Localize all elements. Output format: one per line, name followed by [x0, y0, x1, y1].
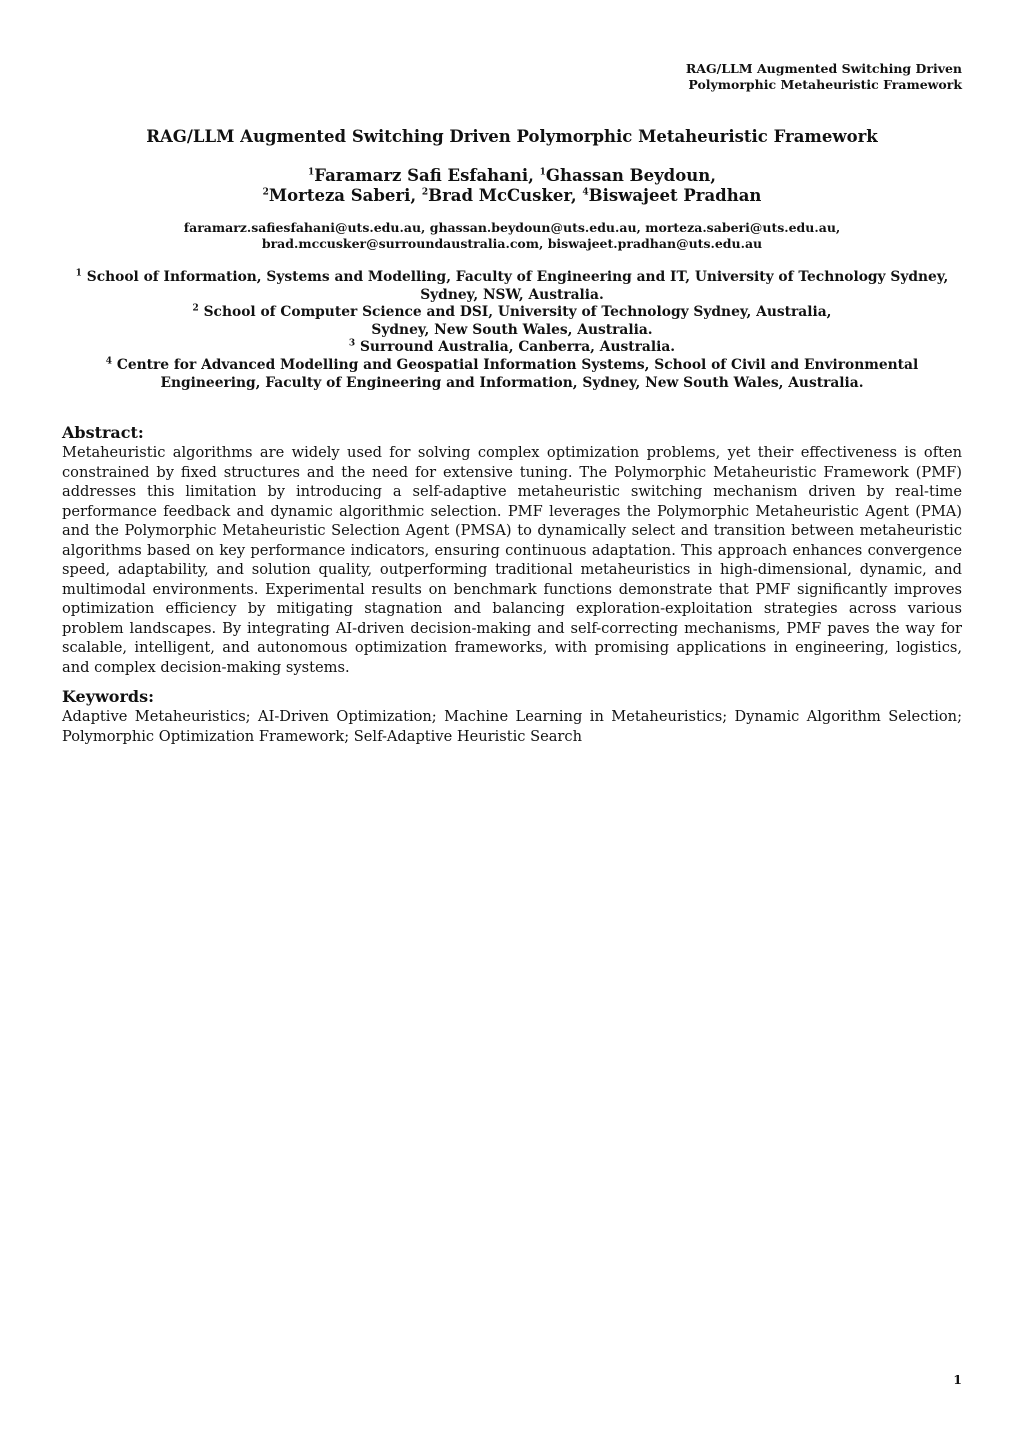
abstract-line: scalable, intelligent, and autonomous optimization frameworks, with promising applications in engineering, logistics,: [62, 639, 962, 656]
page-number: 1: [953, 1372, 962, 1387]
affiliation-text: Surround Australia, Canberra, Australia.: [359, 339, 676, 356]
abstract-line: multimodal environments. Experimental results on benchmark functions demonstrate that PMF significantly improves: [62, 580, 962, 598]
affiliation-mark: 1: [75, 268, 82, 279]
author-name: Brad McCusker,: [428, 186, 577, 205]
abstract-line: addresses this limitation by introducing a self-adaptive metaheuristic switching mechanism driven by real-time: [62, 483, 962, 500]
keywords-body: [62, 707, 962, 746]
abstract-body: [62, 443, 962, 677]
author-affiliation-mark: 2: [421, 187, 429, 198]
keywords-line: Adaptive Metaheuristics; AI-Driven Optimization; Machine Learning in Metaheuristics; Dynamic Algorithm Selection;: [62, 708, 962, 725]
affiliation-list: [62, 269, 962, 392]
affiliation-mark: 2: [192, 303, 199, 314]
affiliation-mark: 4: [105, 356, 113, 367]
author-name: Morteza Saberi,: [268, 186, 417, 205]
affiliation-4-continued: Engineering, Faculty of Engineering and Information, Sydney, New South Wales, Australia.: [160, 374, 864, 391]
abstract-line: and complex decision-making systems.: [62, 658, 350, 676]
author-name: Faramarz Safi Esfahani,: [314, 166, 534, 185]
abstract-line: performance feedback and dynamic algorithmic selection. PMF leverages the Polymorphic Metaheuristic Agent (PMA): [62, 502, 962, 520]
affiliation-4: [62, 357, 962, 375]
author-affiliation-mark: 4: [582, 187, 589, 198]
author-affiliation-mark: 1: [308, 167, 315, 178]
affiliation-text: School of Information, Systems and Modelling, Faculty of Engineering and IT, University of Technology Sydney,: [86, 269, 949, 285]
email-line-1: faramarz.safiesfahani@uts.edu.au, ghassan.beydoun@uts.edu.au, morteza.saberi@uts.edu.au,: [183, 220, 841, 235]
running-header: [542, 61, 962, 93]
affiliation-1-continued: Sydney, NSW, Australia.: [420, 286, 604, 303]
affiliation-2-continued: Sydney, New South Wales, Australia.: [371, 321, 653, 338]
affiliation-3: [62, 339, 962, 357]
running-header-line-1: RAG/LLM Augmented Switching Driven: [685, 61, 962, 76]
affiliation-2: [62, 304, 962, 322]
abstract-line: problem landscapes. By integrating AI-driven decision-making and self-correcting mechanisms, PMF paves the way for: [62, 619, 962, 637]
abstract-heading: Abstract:: [62, 423, 144, 442]
affiliation-mark: 3: [348, 338, 356, 349]
keywords-line: Polymorphic Optimization Framework; Self-Adaptive Heuristic Search: [62, 727, 582, 745]
abstract-line: optimization efficiency by mitigating stagnation and balancing exploration-exploitation strategies across various: [62, 600, 962, 617]
keywords-heading: Keywords:: [62, 687, 155, 706]
abstract-line: constrained by fixed structures and the need for extensive tuning. The Polymorphic Metaheuristic Framework (PMF): [62, 463, 962, 481]
author-affiliation-mark: 2: [262, 187, 269, 198]
author-name: Ghassan Beydoun,: [545, 166, 716, 185]
author-list: [62, 166, 962, 206]
running-header-line-2: Polymorphic Metaheuristic Framework: [688, 77, 962, 92]
abstract-line: speed, adaptability, and solution quality, outperforming traditional metaheuristics in high-dimensional, dynamic, and: [62, 561, 962, 578]
author-emails: [62, 220, 962, 252]
paper-title: RAG/LLM Augmented Switching Driven Polymorphic Metaheuristic Framework: [146, 127, 878, 146]
affiliation-1: [62, 269, 962, 287]
affiliation-text: School of Computer Science and DSI, University of Technology Sydney, Australia,: [203, 304, 832, 321]
email-line-2: brad.mccusker@surroundaustralia.com, biswajeet.pradhan@uts.edu.au: [261, 236, 763, 251]
abstract-line: Metaheuristic algorithms are widely used for solving complex optimization problems, yet their effectiveness is often: [62, 444, 962, 461]
author-line-1: [62, 166, 962, 186]
author-line-2: [62, 186, 962, 206]
author-affiliation-mark: 1: [539, 167, 546, 178]
author-name: Biswajeet Pradhan: [588, 186, 762, 205]
affiliation-text: Centre for Advanced Modelling and Geospatial Information Systems, School of Civil and Environmental: [116, 356, 919, 373]
abstract-line: algorithms based on key performance indicators, ensuring continuous adaptation. This approach enhances convergence: [62, 541, 962, 559]
abstract-line: and the Polymorphic Metaheuristic Selection Agent (PMSA) to dynamically select and transition between metaheuristic: [62, 522, 962, 539]
